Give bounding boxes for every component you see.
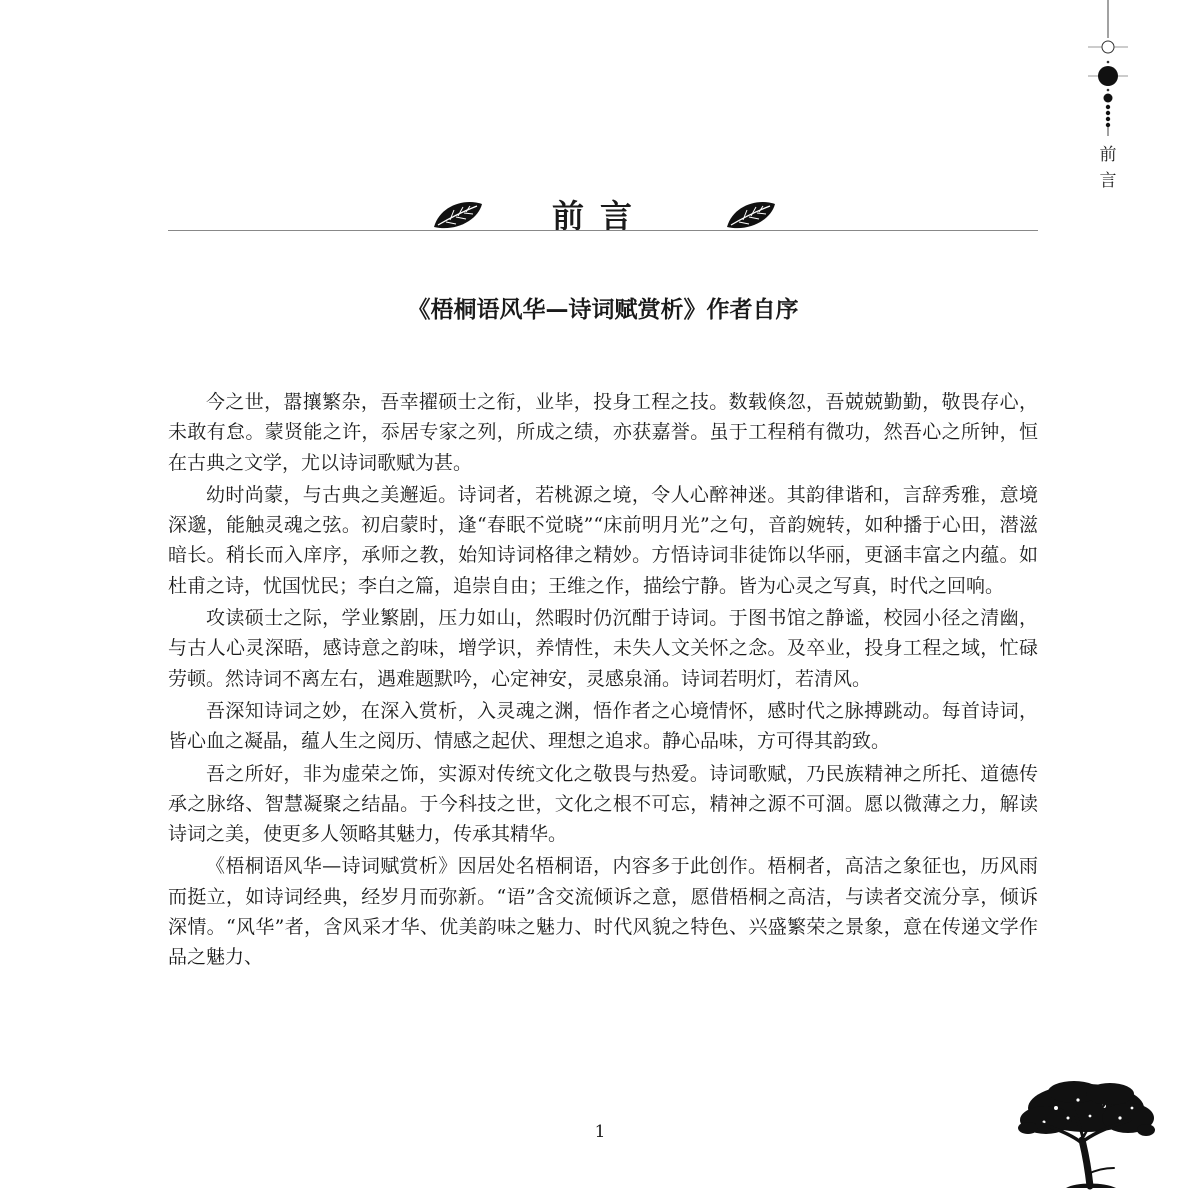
paragraph: 吾之所好，非为虚荣之饰，实源对传统文化之敬畏与热爱。诗词歌赋，乃民族精神之所托、道德传承之脉络、智慧凝聚之结晶。于今科技之世，文化之根不可忘，精神之源不可涸。愿以微薄之力，解读诗词之美，使更多人领略其魅力，传承其精华。 bbox=[168, 762, 1038, 846]
bead-chain-ornament bbox=[1088, 0, 1128, 140]
side-tab-char: 前 bbox=[1099, 145, 1117, 165]
body-text bbox=[168, 387, 1038, 975]
header-divider bbox=[168, 230, 1038, 231]
paragraph: 今之世，嚣攘繁杂，吾幸擢硕士之衔，业毕，投身工程之技。数载倏忽，吾兢兢勤勤，敬畏存心，未敢有怠。蒙贤能之许，忝居专家之列，所成之绩，亦获嘉誉。虽于工程稍有微功，然吾心之所钟，恒在古典之文学，尤以诗词歌赋为甚。 bbox=[168, 391, 1038, 474]
paragraph: 吾深知诗词之妙，在深入赏析，入灵魂之渊，悟作者之心境情怀，感时代之脉搏跳动。每首诗词，皆心血之凝晶，蕴人生之阅历、情感之起伏、理想之追求。静心品味，方可得其韵致。 bbox=[168, 699, 1038, 753]
side-tab-label bbox=[1096, 142, 1120, 194]
section-heading: 《梧桐语风华—诗词赋赏析》作者自序 bbox=[407, 297, 799, 323]
paragraph: 幼时尚蒙，与古典之美邂逅。诗词者，若桃源之境，令人心醉神迷。其韵律谐和，言辞秀雅，意境深邈，能触灵魂之弦。初启蒙时，逢“春眠不觉晓”“床前明月光”之句，音韵婉转，如种播于心田，潜滋暗长。稍长而入庠序，承师之教，始知诗词格律之精妙。方悟诗词非徒饰以华丽，更涵丰富之内蕴。如杜甫之诗，忧国忧民；李白之篇，追崇自由；王维之作，描绘宁静。皆为心灵之写真，时代之回响。 bbox=[168, 483, 1038, 597]
paragraph: 攻读硕士之际，学业繁剧，压力如山，然暇时仍沉酣于诗词。于图书馆之静谧，校园小径之清幽，与古人心灵深晤，感诗意之韵味，增学识，养情性，未失人文关怀之念。及卒业，投身工程之域，忙碌劳顿。然诗词不离左右，遇难题默吟，心定神安，灵感泉涌。诗词若明灯，若清风。 bbox=[168, 607, 1038, 690]
page-number: 1 bbox=[594, 1122, 606, 1142]
page-title: 前言 bbox=[551, 197, 648, 235]
leaf-icon bbox=[725, 200, 777, 230]
paragraph: 《梧桐语风华—诗词赋赏析》因居处名梧桐语，内容多于此创作。梧桐者，高洁之象征也，历风雨而挺立，如诗词经典，经岁月而弥新。“语”含交流倾诉之意，愿借梧桐之高洁，与读者交流分享，倾诉深情。“风华”者，含风采才华、优美韵味之魅力、时代风貌之特色、兴盛繁荣之景象，意在传递文学作品之魅力、 bbox=[168, 855, 1038, 969]
side-tab-char: 言 bbox=[1099, 171, 1117, 191]
tree-illustration bbox=[1016, 1078, 1156, 1190]
